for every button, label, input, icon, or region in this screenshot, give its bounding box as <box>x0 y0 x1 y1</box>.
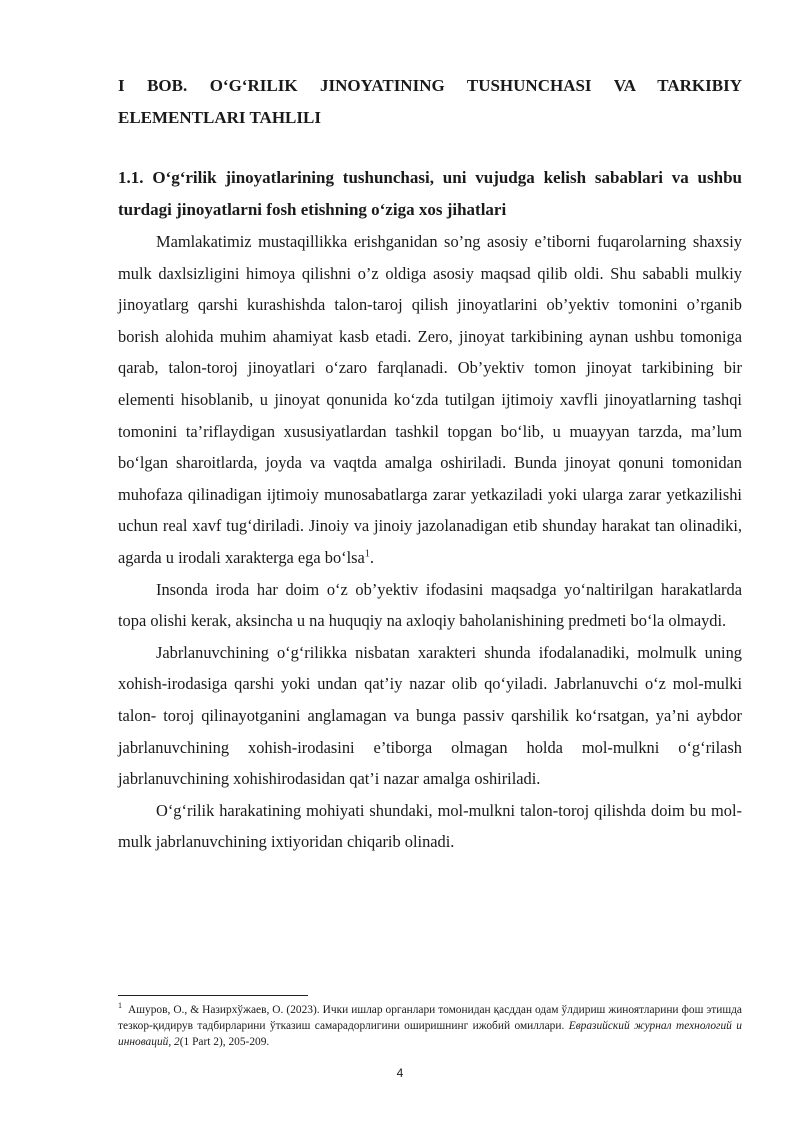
footnote-reference[interactable]: 1 <box>364 548 370 560</box>
body-paragraph: Insonda iroda har doim o‘z ob’yektiv ifodasini maqsadga yo‘naltirilgan harakatlarda topa olishi kerak, aksincha u na huquqiy na axloqiy baholanishining predmeti bo‘la olmaydi. <box>118 579 742 631</box>
footnote-citation: Ашуров, О., & Назирхўжаев, О. (2023). Ички ишлар органлари томонидан қасддан одам ўлдириш жиноятларини фош этишда тезкор-қидирув тадбирларини ўтказиш самарадорлигини оширишнинг ижобий омиллари. <box>118 1004 742 1032</box>
body-paragraph: O‘g‘rilik harakatining mohiyati shundaki, mol-mulkni talon-toroj qilishda doim bu mol- mulk jabrlanuvchining ixtiyoridan chiqarib olinadi. <box>118 800 742 852</box>
body-paragraph: Mamlakatimiz mustaqillikka erishganidan so’ng asosiy e’tiborni fuqarolarning shaxsiy mulk daxlsizligini himoya qilishni o’z oldiga asosiy maqsad qilib oldi. Shu sababli mulkiy jinoyatlarg qarshi kurashishda talon-taroj qilish jinoyatlarini ob’yektiv tomonini o’rganib borish alohida muhim ahamiyat kasb etadi. Zero, jinoyat tarkibining aynan ushbu tomoniga qarab, talon-toroj jinoyatlari o‘zaro farqlanadi. Ob’yektiv tomon jinoyat tarkibining bir elementi hisoblanib, u jinoyat qonunida ko‘zda tutilgan ijtimoiy xavfli jinoyatlarning tashqi tomonini ta’riflaydigan xususiyatlardan tashkil topgan bo‘lib, u muayyan tarzda, ma’lum bo‘lgan sharoitlarda, joyda va vaqtda amalga oshiriladi. Bunda jinoyat qonuni tomonidan muhofaza qilinadigan ijtimoiy munosabatlarga zarar yetkaziladi yoki ularga zarar yetkazilishi uchun real xavf tug‘diriladi. Jinoiy va jinoiy jazolanadigan etib shunday harakat tan olinadiki, agarda u irodali xarakterga ega bo‘lsa$^1$. <box>118 232 742 567</box>
page-content <box>118 70 742 858</box>
page-number: 4 <box>396 1066 404 1080</box>
footnote-number: 1 <box>118 1001 122 1011</box>
footnote-journal: Евразийский журнал технологий и инноваций, 2 <box>118 1020 742 1048</box>
footnote-separator <box>118 995 308 996</box>
footnote-citation-end: (1 Part 2), 205-209. <box>179 1036 270 1048</box>
chapter-title: I BOB. O‘G‘RILIK JINOYATINING TUSHUNCHASI VA TARKIBIY ELEMENTLARI TAHLILI <box>118 76 742 127</box>
paragraph-text: Mamlakatimiz mustaqillikka erishganidan so’ng asosiy e’tiborni fuqarolarning shaxsiy mulk daxlsizligini himoya qilishni o’z oldiga asosiy maqsad qilib oldi. Shu sababli mulkiy jinoyatlarg qarshi kurashishda talon-taroj qilish jinoyatlarini ob’yektiv tomonini o’rganib borish alohida muhim ahamiyat kasb etadi. Zero, jinoyat tarkibining aynan ushbu tomoniga qarab, talon-toroj jinoyatlari o‘zaro farqlanadi. Ob’yektiv tomon jinoyat tarkibining bir elementi hisoblanib, u jinoyat qonunida ko‘zda tutilgan ijtimoiy xavfli jinoyatlarning tashqi tomonini ta’riflaydigan xususiyatlardan tashkil topgan bo‘lib, u muayyan tarzda, ma’lum bo‘lgan sharoitlarda, joyda va vaqtda amalga oshiriladi. Bunda jinoyat qonuni tomonidan muhofaza qilinadigan ijtimoiy munosabatlarga zarar yetkaziladi yoki ularga zarar yetkazilishi uchun real xavf tug‘diriladi. Jinoiy va jinoiy jazolanadigan etib shunday harakat tan olinadiki, agarda u irodali xarakterga ega bo‘lsa <box>118 232 742 567</box>
body-paragraph: Jabrlanuvchining o‘g‘rilikka nisbatan xarakteri shunda ifodalanadiki, molmulk uning xohish-irodasiga qarshi yoki undan qat’iy nazar olib qo‘yiladi. Jabrlanuvchi o‘z mol-mulki talon- toroj qilinayotganini anglamagan va bunga passiv qarshilik ko‘rsatgan, ya’ni aybdor jabrlanuvchining xohish-irodasini e’tiborga olmagan holda mol-mulkni o‘g‘rilash jabrlanuvchining xohishirodasidan qat’i nazar amalga oshiriladi. <box>118 642 742 789</box>
section-title: 1.1. O‘g‘rilik jinoyatlarining tushunchasi, uni vujudga kelish sabablari va ushbu turdagi jinoyatlarni fosh etishning o‘ziga xos jihatlari <box>118 168 742 219</box>
footnote <box>118 1002 742 1050</box>
